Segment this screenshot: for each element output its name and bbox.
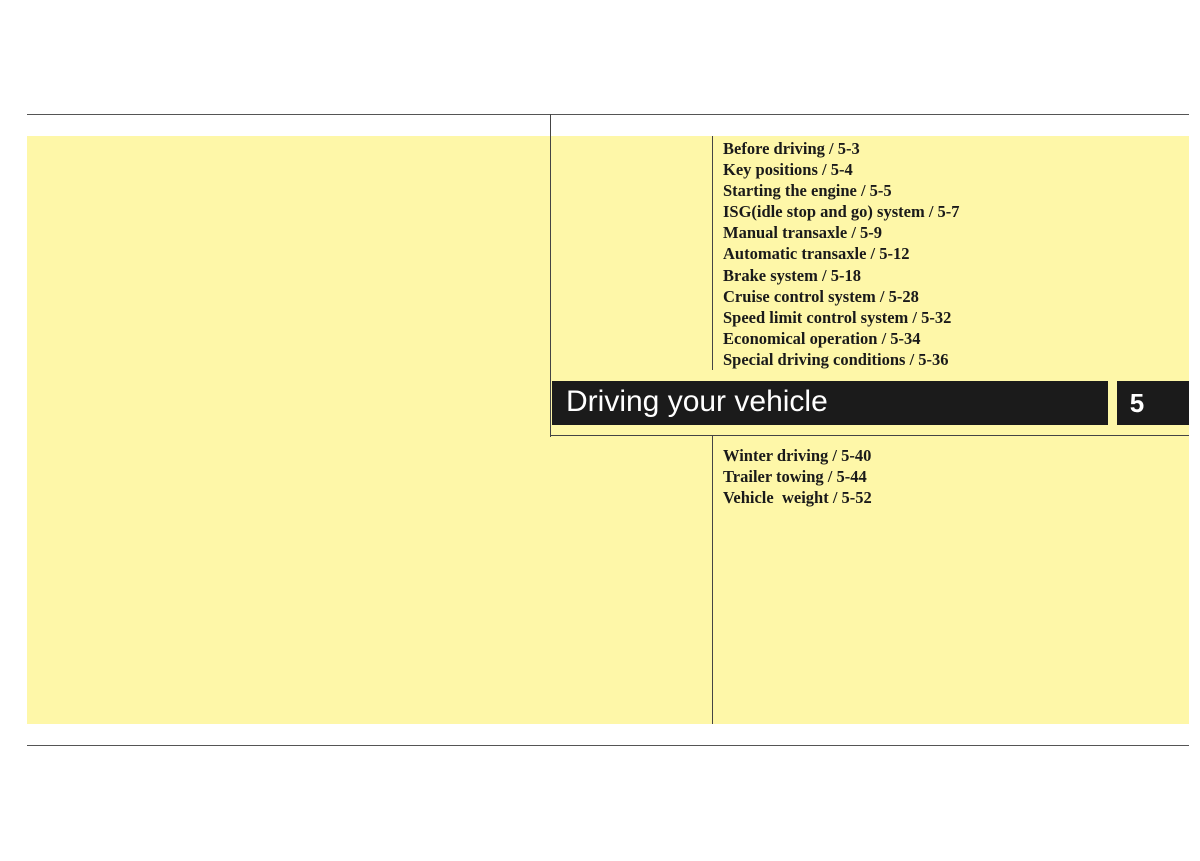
toc-item[interactable]: ISG(idle stop and go) system / 5-7 xyxy=(723,202,960,222)
toc-item[interactable]: Brake system / 5-18 xyxy=(723,265,861,285)
chapter-title-band xyxy=(552,381,1108,425)
toc-item[interactable]: Manual transaxle / 5-9 xyxy=(723,223,883,243)
toc-item[interactable]: Special driving conditions / 5-36 xyxy=(723,349,949,369)
toc-list-upper xyxy=(723,138,960,370)
toc-item[interactable]: Winter driving / 5-40 xyxy=(723,446,872,465)
top-rule xyxy=(27,114,1189,115)
toc-item[interactable]: Vehicle weight / 5-52 xyxy=(723,488,872,508)
toc-item[interactable]: Speed limit control system / 5-32 xyxy=(723,307,952,327)
toc-item[interactable]: Starting the engine / 5-5 xyxy=(723,181,892,201)
toc-item[interactable]: Automatic transaxle / 5-12 xyxy=(723,244,910,264)
toc-list-lower xyxy=(723,445,872,508)
toc-item[interactable]: Before driving / 5-3 xyxy=(723,139,860,158)
toc-item[interactable]: Key positions / 5-4 xyxy=(723,160,853,180)
toc-lower-divider-line xyxy=(712,436,713,724)
bottom-rule xyxy=(27,745,1189,746)
left-divider-line xyxy=(550,114,551,437)
chapter-title: Driving your vehicle xyxy=(566,385,828,418)
chapter-number: 5 xyxy=(1129,388,1145,418)
toc-item[interactable]: Cruise control system / 5-28 xyxy=(723,286,919,306)
band-underline xyxy=(550,435,1189,436)
toc-item[interactable]: Economical operation / 5-34 xyxy=(723,328,921,348)
toc-upper-divider-line xyxy=(712,136,713,370)
yellow-panel xyxy=(27,136,1189,724)
toc-item[interactable]: Trailer towing / 5-44 xyxy=(723,467,867,487)
chapter-number-tab xyxy=(1117,381,1189,425)
